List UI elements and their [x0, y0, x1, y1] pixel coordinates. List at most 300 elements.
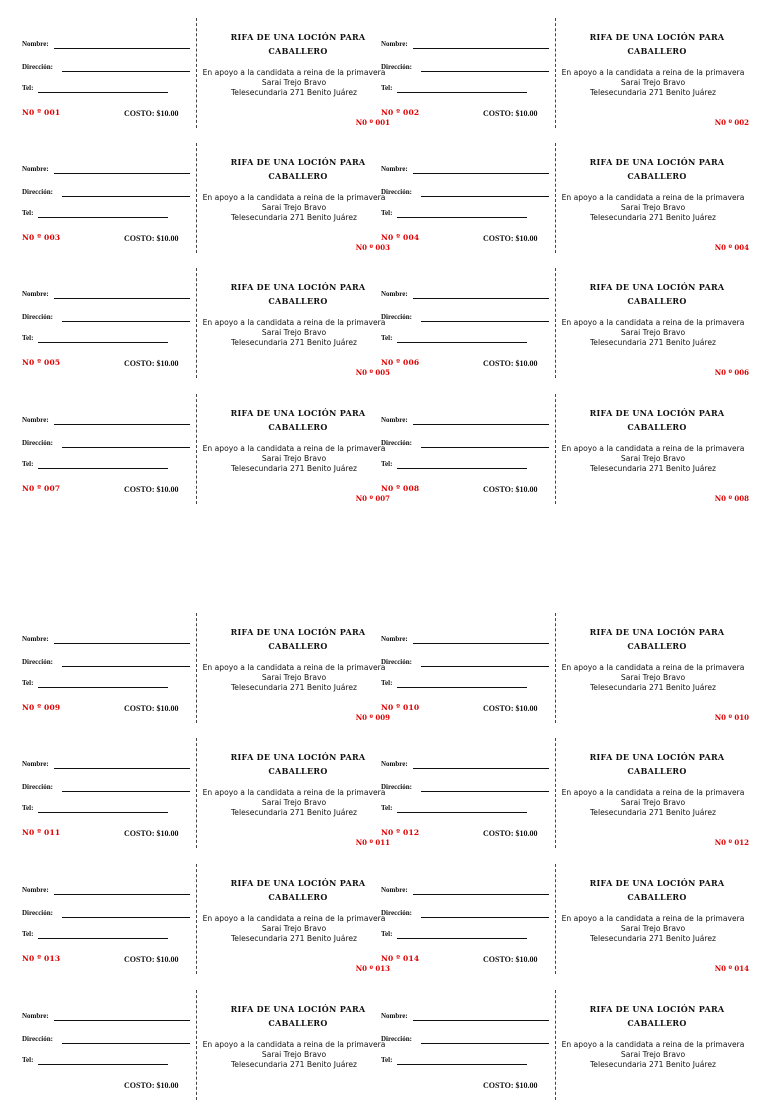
ticket-price: COSTO: $10.00 [483, 1081, 538, 1090]
description-line3: Telesecundaria 271 Benito Juárez [589, 213, 717, 222]
description-line2: Sarai Trejo Bravo [620, 673, 686, 682]
direccion-line[interactable] [421, 666, 549, 667]
main-ticket-number: N0 º 005 [355, 368, 390, 377]
description-line2: Sarai Trejo Bravo [261, 203, 327, 212]
description-line1: En apoyo a la candidata a reina de la primavera [202, 193, 386, 202]
main-ticket-number: N0 º 011 [355, 838, 390, 847]
nombre-line[interactable] [413, 768, 549, 769]
raffle-ticket [381, 613, 749, 723]
description-line1: En apoyo a la candidata a reina de la primavera [202, 318, 386, 327]
direccion-field[interactable] [22, 313, 53, 321]
description-line3: Telesecundaria 271 Benito Juárez [230, 338, 358, 347]
description-line3: Telesecundaria 271 Benito Juárez [230, 808, 358, 817]
direccion-label: Dirección: [22, 909, 53, 917]
direccion-line[interactable] [421, 1043, 549, 1044]
direccion-line[interactable] [62, 917, 190, 918]
raffle-ticket [381, 990, 745, 1100]
main-ticket-number: N0 º 007 [355, 494, 390, 503]
description-line3: Telesecundaria 271 Benito Juárez [230, 464, 358, 473]
tel-line[interactable] [397, 92, 527, 93]
ticket-price: COSTO: $10.00 [483, 955, 538, 964]
nombre-field[interactable] [22, 760, 49, 768]
description-line1: En apoyo a la candidata a reina de la primavera [561, 663, 745, 672]
nombre-field[interactable] [22, 635, 49, 643]
raffle-title: RIFA DE UNA LOCIÓN PARA CABALLERO [589, 408, 725, 432]
nombre-field[interactable] [22, 165, 49, 173]
direccion-field[interactable] [381, 313, 412, 321]
stub-ticket-number: N0 º 004 [381, 233, 420, 242]
main-ticket-number: N0 º 012 [714, 838, 749, 847]
description-line3: Telesecundaria 271 Benito Juárez [230, 683, 358, 692]
main-ticket-number: N0 º 002 [714, 118, 749, 127]
nombre-line[interactable] [413, 1020, 549, 1021]
nombre-line[interactable] [413, 298, 549, 299]
raffle-description [555, 318, 751, 348]
description-line2: Sarai Trejo Bravo [261, 454, 327, 463]
stub-ticket-number: N0 º 011 [22, 828, 61, 837]
raffle-ticket [22, 613, 390, 723]
tel-label: Tel: [22, 679, 34, 687]
ticket-price: COSTO: $10.00 [124, 1081, 179, 1090]
direccion-field[interactable] [381, 783, 412, 791]
raffle-title: RIFA DE UNA LOCIÓN PARA CABALLERO [230, 752, 366, 776]
nombre-line[interactable] [413, 424, 549, 425]
raffle-description [196, 193, 392, 223]
ticket-stub [22, 613, 190, 723]
direccion-field[interactable] [381, 439, 412, 447]
nombre-field[interactable] [22, 416, 49, 424]
direccion-line[interactable] [62, 791, 190, 792]
direccion-field[interactable] [22, 783, 53, 791]
tel-field[interactable] [22, 334, 33, 342]
tel-field[interactable] [381, 460, 392, 468]
raffle-title: RIFA DE UNA LOCIÓN PARA CABALLERO [589, 878, 725, 902]
raffle-title: RIFA DE UNA LOCIÓN PARA CABALLERO [230, 282, 366, 306]
nombre-label: Nombre: [381, 1012, 408, 1020]
nombre-field[interactable] [381, 290, 408, 298]
tel-label: Tel: [381, 1056, 393, 1064]
nombre-line[interactable] [54, 894, 190, 895]
nombre-field[interactable] [22, 40, 49, 48]
main-ticket-number: N0 º 013 [355, 964, 390, 973]
tel-line[interactable] [397, 1064, 527, 1065]
nombre-label: Nombre: [381, 416, 408, 424]
direccion-label: Dirección: [22, 783, 53, 791]
ticket-body [559, 394, 773, 504]
tel-line[interactable] [38, 938, 168, 939]
description-line1: En apoyo a la candidata a reina de la primavera [202, 663, 386, 672]
description-line1: En apoyo a la candidata a reina de la primavera [202, 788, 386, 797]
raffle-description [196, 914, 392, 944]
ticket-stub [22, 864, 190, 974]
tel-field[interactable] [22, 209, 33, 217]
tel-label: Tel: [22, 84, 34, 92]
raffle-description [196, 68, 392, 98]
main-ticket-number: N0 º 001 [355, 118, 390, 127]
nombre-line[interactable] [413, 48, 549, 49]
ticket-price: COSTO: $10.00 [124, 829, 179, 838]
description-line2: Sarai Trejo Bravo [261, 673, 327, 682]
description-line1: En apoyo a la candidata a reina de la primavera [202, 444, 386, 453]
description-line2: Sarai Trejo Bravo [620, 798, 686, 807]
nombre-field[interactable] [381, 40, 408, 48]
direccion-label: Dirección: [381, 909, 412, 917]
ticket-price: COSTO: $10.00 [483, 359, 538, 368]
stub-ticket-number: N0 º 012 [381, 828, 420, 837]
tel-field[interactable] [381, 334, 392, 342]
tel-label: Tel: [22, 209, 34, 217]
tel-label: Tel: [22, 1056, 34, 1064]
direccion-label: Dirección: [381, 1035, 412, 1043]
direccion-field[interactable] [22, 909, 53, 917]
tel-field[interactable] [22, 804, 33, 812]
tel-label: Tel: [22, 460, 34, 468]
description-line2: Sarai Trejo Bravo [620, 924, 686, 933]
description-line1: En apoyo a la candidata a reina de la primavera [561, 68, 745, 77]
nombre-line[interactable] [54, 424, 190, 425]
ticket-stub [22, 18, 190, 128]
main-ticket-number: N0 º 014 [714, 964, 749, 973]
main-ticket-number: N0 º 004 [714, 243, 749, 252]
description-line2: Sarai Trejo Bravo [261, 78, 327, 87]
raffle-title: RIFA DE UNA LOCIÓN PARA CABALLERO [589, 752, 725, 776]
direccion-field[interactable] [22, 188, 53, 196]
direccion-label: Dirección: [381, 313, 412, 321]
direccion-line[interactable] [421, 917, 549, 918]
direccion-field[interactable] [381, 1035, 412, 1043]
tel-field[interactable] [381, 930, 392, 938]
nombre-line[interactable] [54, 1020, 190, 1021]
raffle-description [196, 1040, 392, 1070]
description-line1: En apoyo a la candidata a reina de la primavera [202, 1040, 386, 1049]
raffle-ticket [22, 143, 390, 253]
ticket-stub [381, 394, 549, 504]
nombre-line[interactable] [54, 298, 190, 299]
ticket-price: COSTO: $10.00 [483, 234, 538, 243]
ticket-stub [22, 738, 190, 848]
raffle-description [196, 444, 392, 474]
nombre-line[interactable] [54, 48, 190, 49]
direccion-field[interactable] [381, 63, 412, 71]
tel-line[interactable] [397, 217, 527, 218]
tel-line[interactable] [38, 468, 168, 469]
stub-ticket-number: N0 º 008 [381, 484, 420, 493]
raffle-title: RIFA DE UNA LOCIÓN PARA CABALLERO [230, 32, 366, 56]
nombre-label: Nombre: [22, 40, 49, 48]
tel-line[interactable] [397, 938, 527, 939]
raffle-title: RIFA DE UNA LOCIÓN PARA CABALLERO [230, 878, 366, 902]
direccion-label: Dirección: [22, 188, 53, 196]
direccion-line[interactable] [62, 71, 190, 72]
raffle-ticket [22, 990, 386, 1100]
nombre-label: Nombre: [22, 416, 49, 424]
raffle-ticket [22, 738, 390, 848]
ticket-stub [381, 143, 549, 253]
description-line3: Telesecundaria 271 Benito Juárez [589, 683, 717, 692]
description-line2: Sarai Trejo Bravo [261, 1050, 327, 1059]
tel-field[interactable] [22, 460, 33, 468]
stub-ticket-number: N0 º 009 [22, 703, 61, 712]
nombre-field[interactable] [22, 290, 49, 298]
stub-ticket-number: N0 º 006 [381, 358, 420, 367]
stub-ticket-number: N0 º 014 [381, 954, 420, 963]
tel-label: Tel: [381, 679, 393, 687]
direccion-line[interactable] [62, 1043, 190, 1044]
description-line1: En apoyo a la candidata a reina de la primavera [202, 914, 386, 923]
nombre-line[interactable] [413, 894, 549, 895]
tel-label: Tel: [381, 84, 393, 92]
ticket-price: COSTO: $10.00 [483, 109, 538, 118]
nombre-line[interactable] [54, 643, 190, 644]
raffle-description [555, 914, 751, 944]
ticket-stub [22, 268, 190, 378]
nombre-label: Nombre: [22, 635, 49, 643]
nombre-label: Nombre: [22, 290, 49, 298]
description-line3: Telesecundaria 271 Benito Juárez [230, 934, 358, 943]
stub-ticket-number: N0 º 003 [22, 233, 61, 242]
direccion-label: Dirección: [381, 439, 412, 447]
raffle-description [555, 444, 751, 474]
stub-ticket-number: N0 º 007 [22, 484, 61, 493]
nombre-field[interactable] [22, 1012, 49, 1020]
nombre-label: Nombre: [381, 290, 408, 298]
description-line1: En apoyo a la candidata a reina de la primavera [561, 193, 745, 202]
direccion-line[interactable] [62, 666, 190, 667]
main-ticket-number: N0 º 006 [714, 368, 749, 377]
direccion-line[interactable] [62, 321, 190, 322]
direccion-label: Dirección: [381, 783, 412, 791]
description-line1: En apoyo a la candidata a reina de la primavera [561, 318, 745, 327]
direccion-field[interactable] [381, 658, 412, 666]
direccion-field[interactable] [381, 909, 412, 917]
tel-line[interactable] [397, 687, 527, 688]
direccion-line[interactable] [62, 447, 190, 448]
nombre-field[interactable] [22, 886, 49, 894]
raffle-description [555, 68, 751, 98]
description-line2: Sarai Trejo Bravo [620, 328, 686, 337]
tel-label: Tel: [22, 930, 34, 938]
description-line3: Telesecundaria 271 Benito Juárez [589, 808, 717, 817]
direccion-label: Dirección: [22, 313, 53, 321]
description-line2: Sarai Trejo Bravo [620, 1050, 686, 1059]
nombre-line[interactable] [413, 173, 549, 174]
raffle-ticket [381, 394, 749, 504]
description-line3: Telesecundaria 271 Benito Juárez [589, 1060, 717, 1069]
description-line2: Sarai Trejo Bravo [620, 203, 686, 212]
tel-field[interactable] [381, 84, 392, 92]
ticket-stub [381, 864, 549, 974]
nombre-field[interactable] [381, 635, 408, 643]
ticket-price: COSTO: $10.00 [124, 704, 179, 713]
description-line3: Telesecundaria 271 Benito Juárez [230, 1060, 358, 1069]
nombre-label: Nombre: [22, 760, 49, 768]
tel-field[interactable] [22, 679, 33, 687]
tel-label: Tel: [381, 334, 393, 342]
description-line3: Telesecundaria 271 Benito Juárez [589, 464, 717, 473]
ticket-price: COSTO: $10.00 [124, 109, 179, 118]
ticket-body [559, 738, 773, 848]
raffle-ticket [381, 738, 749, 848]
direccion-line[interactable] [62, 196, 190, 197]
description-line1: En apoyo a la candidata a reina de la primavera [561, 1040, 745, 1049]
raffle-description [196, 663, 392, 693]
tel-line[interactable] [38, 1064, 168, 1065]
main-ticket-number: N0 º 008 [714, 494, 749, 503]
tel-field[interactable] [381, 804, 392, 812]
nombre-line[interactable] [54, 173, 190, 174]
direccion-field[interactable] [381, 188, 412, 196]
direccion-field[interactable] [22, 1035, 53, 1043]
direccion-label: Dirección: [22, 63, 53, 71]
ticket-body [559, 268, 773, 378]
description-line2: Sarai Trejo Bravo [261, 798, 327, 807]
description-line3: Telesecundaria 271 Benito Juárez [230, 213, 358, 222]
description-line3: Telesecundaria 271 Benito Juárez [589, 338, 717, 347]
direccion-line[interactable] [421, 447, 549, 448]
stub-ticket-number: N0 º 005 [22, 358, 61, 367]
tel-line[interactable] [38, 217, 168, 218]
ticket-stub [381, 738, 549, 848]
direccion-label: Dirección: [381, 63, 412, 71]
description-line2: Sarai Trejo Bravo [620, 454, 686, 463]
main-ticket-number: N0 º 010 [714, 713, 749, 722]
raffle-ticket [381, 864, 749, 974]
raffle-description [555, 663, 751, 693]
raffle-ticket [381, 268, 749, 378]
raffle-description [196, 788, 392, 818]
ticket-stub [381, 613, 549, 723]
ticket-body [559, 613, 773, 723]
tel-line[interactable] [38, 342, 168, 343]
nombre-label: Nombre: [22, 165, 49, 173]
description-line3: Telesecundaria 271 Benito Juárez [230, 88, 358, 97]
raffle-title: RIFA DE UNA LOCIÓN PARA CABALLERO [589, 627, 725, 651]
tel-line[interactable] [38, 92, 168, 93]
main-ticket-number: N0 º 009 [355, 713, 390, 722]
ticket-body [559, 864, 773, 974]
ticket-body [559, 143, 773, 253]
nombre-label: Nombre: [381, 886, 408, 894]
stub-ticket-number: N0 º 013 [22, 954, 61, 963]
raffle-description [555, 788, 751, 818]
raffle-title: RIFA DE UNA LOCIÓN PARA CABALLERO [589, 157, 725, 181]
nombre-label: Nombre: [381, 635, 408, 643]
raffle-ticket [381, 18, 749, 128]
description-line3: Telesecundaria 271 Benito Juárez [589, 934, 717, 943]
description-line1: En apoyo a la candidata a reina de la primavera [561, 444, 745, 453]
raffle-title: RIFA DE UNA LOCIÓN PARA CABALLERO [230, 1004, 366, 1028]
direccion-label: Dirección: [381, 188, 412, 196]
tel-field[interactable] [381, 679, 392, 687]
ticket-stub [22, 394, 190, 504]
raffle-title: RIFA DE UNA LOCIÓN PARA CABALLERO [230, 627, 366, 651]
nombre-field[interactable] [381, 165, 408, 173]
main-ticket-number: N0 º 003 [355, 243, 390, 252]
tel-line[interactable] [397, 812, 527, 813]
raffle-ticket [22, 864, 390, 974]
description-line1: En apoyo a la candidata a reina de la primavera [202, 68, 386, 77]
ticket-price: COSTO: $10.00 [483, 829, 538, 838]
raffle-ticket [381, 143, 749, 253]
tel-field[interactable] [381, 1056, 392, 1064]
description-line2: Sarai Trejo Bravo [261, 328, 327, 337]
direccion-line[interactable] [421, 196, 549, 197]
nombre-line[interactable] [54, 768, 190, 769]
ticket-stub [381, 18, 549, 128]
ticket-price: COSTO: $10.00 [124, 955, 179, 964]
nombre-line[interactable] [413, 643, 549, 644]
nombre-field[interactable] [381, 760, 408, 768]
raffle-ticket [22, 18, 390, 128]
direccion-label: Dirección: [381, 658, 412, 666]
tel-line[interactable] [397, 468, 527, 469]
tel-label: Tel: [381, 930, 393, 938]
raffle-description [555, 193, 751, 223]
ticket-stub [22, 990, 190, 1100]
ticket-price: COSTO: $10.00 [124, 485, 179, 494]
tel-field[interactable] [22, 84, 33, 92]
raffle-description [196, 318, 392, 348]
raffle-title: RIFA DE UNA LOCIÓN PARA CABALLERO [589, 32, 725, 56]
ticket-price: COSTO: $10.00 [124, 234, 179, 243]
nombre-field[interactable] [381, 886, 408, 894]
stub-ticket-number: N0 º 001 [22, 108, 61, 117]
raffle-ticket [22, 394, 390, 504]
ticket-body [559, 18, 773, 128]
ticket-stub [381, 268, 549, 378]
tel-label: Tel: [22, 334, 34, 342]
direccion-field[interactable] [22, 658, 53, 666]
direccion-label: Dirección: [22, 439, 53, 447]
description-line3: Telesecundaria 271 Benito Juárez [589, 88, 717, 97]
tel-field[interactable] [22, 930, 33, 938]
nombre-label: Nombre: [381, 165, 408, 173]
tel-line[interactable] [38, 687, 168, 688]
direccion-field[interactable] [22, 439, 53, 447]
tel-label: Tel: [22, 804, 34, 812]
nombre-field[interactable] [381, 416, 408, 424]
nombre-label: Nombre: [22, 886, 49, 894]
ticket-price: COSTO: $10.00 [483, 704, 538, 713]
raffle-ticket [22, 268, 390, 378]
raffle-title: RIFA DE UNA LOCIÓN PARA CABALLERO [589, 282, 725, 306]
direccion-line[interactable] [421, 791, 549, 792]
raffle-title: RIFA DE UNA LOCIÓN PARA CABALLERO [589, 1004, 725, 1028]
nombre-label: Nombre: [381, 760, 408, 768]
direccion-label: Dirección: [22, 1035, 53, 1043]
nombre-field[interactable] [381, 1012, 408, 1020]
nombre-label: Nombre: [22, 1012, 49, 1020]
raffle-description [555, 1040, 751, 1070]
ticket-stub [22, 143, 190, 253]
tel-field[interactable] [22, 1056, 33, 1064]
ticket-stub [381, 990, 549, 1100]
stub-ticket-number: N0 º 002 [381, 108, 420, 117]
raffle-title: RIFA DE UNA LOCIÓN PARA CABALLERO [230, 408, 366, 432]
direccion-line[interactable] [421, 71, 549, 72]
direccion-label: Dirección: [22, 658, 53, 666]
direccion-field[interactable] [22, 63, 53, 71]
direccion-line[interactable] [421, 321, 549, 322]
stub-ticket-number: N0 º 010 [381, 703, 420, 712]
tel-field[interactable] [381, 209, 392, 217]
ticket-body [559, 990, 773, 1100]
tel-line[interactable] [397, 342, 527, 343]
tel-line[interactable] [38, 812, 168, 813]
nombre-label: Nombre: [381, 40, 408, 48]
description-line2: Sarai Trejo Bravo [261, 924, 327, 933]
raffle-title: RIFA DE UNA LOCIÓN PARA CABALLERO [230, 157, 366, 181]
